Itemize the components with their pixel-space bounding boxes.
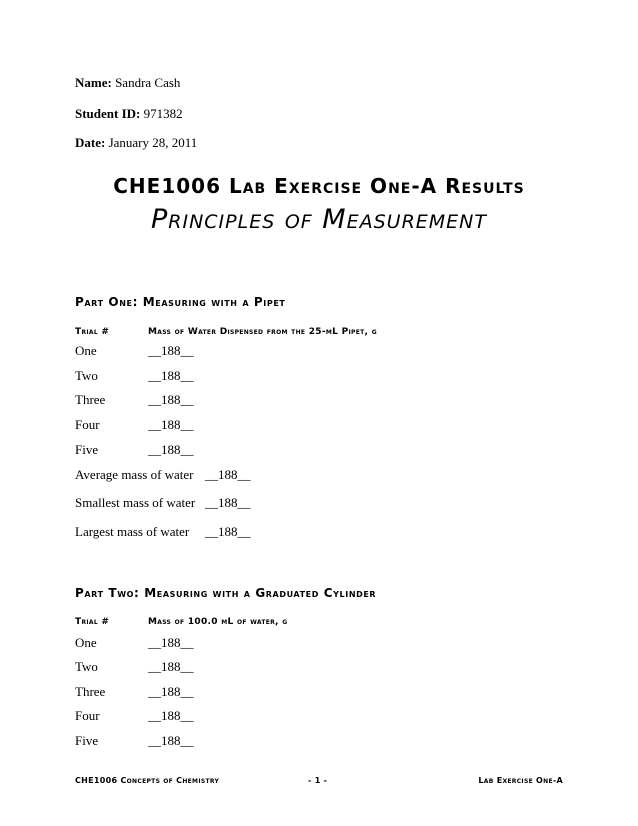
page-subtitle: Principles of Measurement xyxy=(150,204,487,235)
largest-mass-value: __188__ xyxy=(205,524,251,539)
p2-row-3-trial: Three xyxy=(75,684,106,699)
smallest-mass-label: Smallest mass of water xyxy=(75,495,196,510)
p1-row-5-trial: Five xyxy=(75,442,99,457)
part-one-col-mass: Mass of Water Dispensed from the 25-mL Pipet, g xyxy=(148,327,377,337)
p2-row-1-value: __188__ xyxy=(148,635,194,650)
name-value: Sandra Cash xyxy=(115,75,181,90)
part-two-heading: Part Two: Measuring with a Graduated Cylinder xyxy=(75,586,377,600)
p2-row-4-trial: Four xyxy=(75,708,100,723)
part-one-heading: Part One: Measuring with a Pipet xyxy=(75,295,286,309)
p1-row-2-value: __188__ xyxy=(148,368,194,383)
p1-row-1-value: __188__ xyxy=(148,343,194,358)
part-two-col-mass: Mass of 100.0 mL of water, g xyxy=(148,617,288,627)
largest-mass-label: Largest mass of water xyxy=(75,524,190,539)
p1-row-3-value: __188__ xyxy=(148,392,194,407)
average-mass-label: Average mass of water xyxy=(75,467,194,482)
p2-row-3-value: __188__ xyxy=(148,684,194,699)
p2-row-5-trial: Five xyxy=(75,733,99,748)
footer-page-number: - 1 - xyxy=(308,776,328,785)
p2-row-4-value: __188__ xyxy=(148,708,194,723)
p1-row-5-value: __188__ xyxy=(148,442,194,457)
footer-exercise: Lab Exercise One-A xyxy=(478,776,563,785)
p1-row-4-trial: Four xyxy=(75,417,100,432)
page-title: CHE1006 Lab Exercise One-A Results xyxy=(113,174,525,198)
smallest-mass-value: __188__ xyxy=(205,495,251,510)
part-one-col-trial: Trial # xyxy=(75,327,110,337)
student-id-label: Student ID: xyxy=(75,106,141,121)
p2-row-2-trial: Two xyxy=(75,659,98,674)
student-name-line xyxy=(75,75,180,91)
date-value: January 28, 2011 xyxy=(108,135,198,150)
name-label: Name: xyxy=(75,75,112,90)
p1-row-2-trial: Two xyxy=(75,368,98,383)
average-mass-value: __188__ xyxy=(205,467,251,482)
p2-row-5-value: __188__ xyxy=(148,733,194,748)
p1-row-4-value: __188__ xyxy=(148,417,194,432)
date-label: Date: xyxy=(75,135,106,150)
part-two-col-trial: Trial # xyxy=(75,617,110,627)
p1-row-3-trial: Three xyxy=(75,392,106,407)
p2-row-1-trial: One xyxy=(75,635,97,650)
student-id-value: 971382 xyxy=(143,106,183,121)
p1-row-1-trial: One xyxy=(75,343,97,358)
date-line xyxy=(75,135,197,151)
p2-row-2-value: __188__ xyxy=(148,659,194,674)
student-id-line xyxy=(75,106,183,122)
footer-course: CHE1006 Concepts of Chemistry xyxy=(75,776,220,785)
